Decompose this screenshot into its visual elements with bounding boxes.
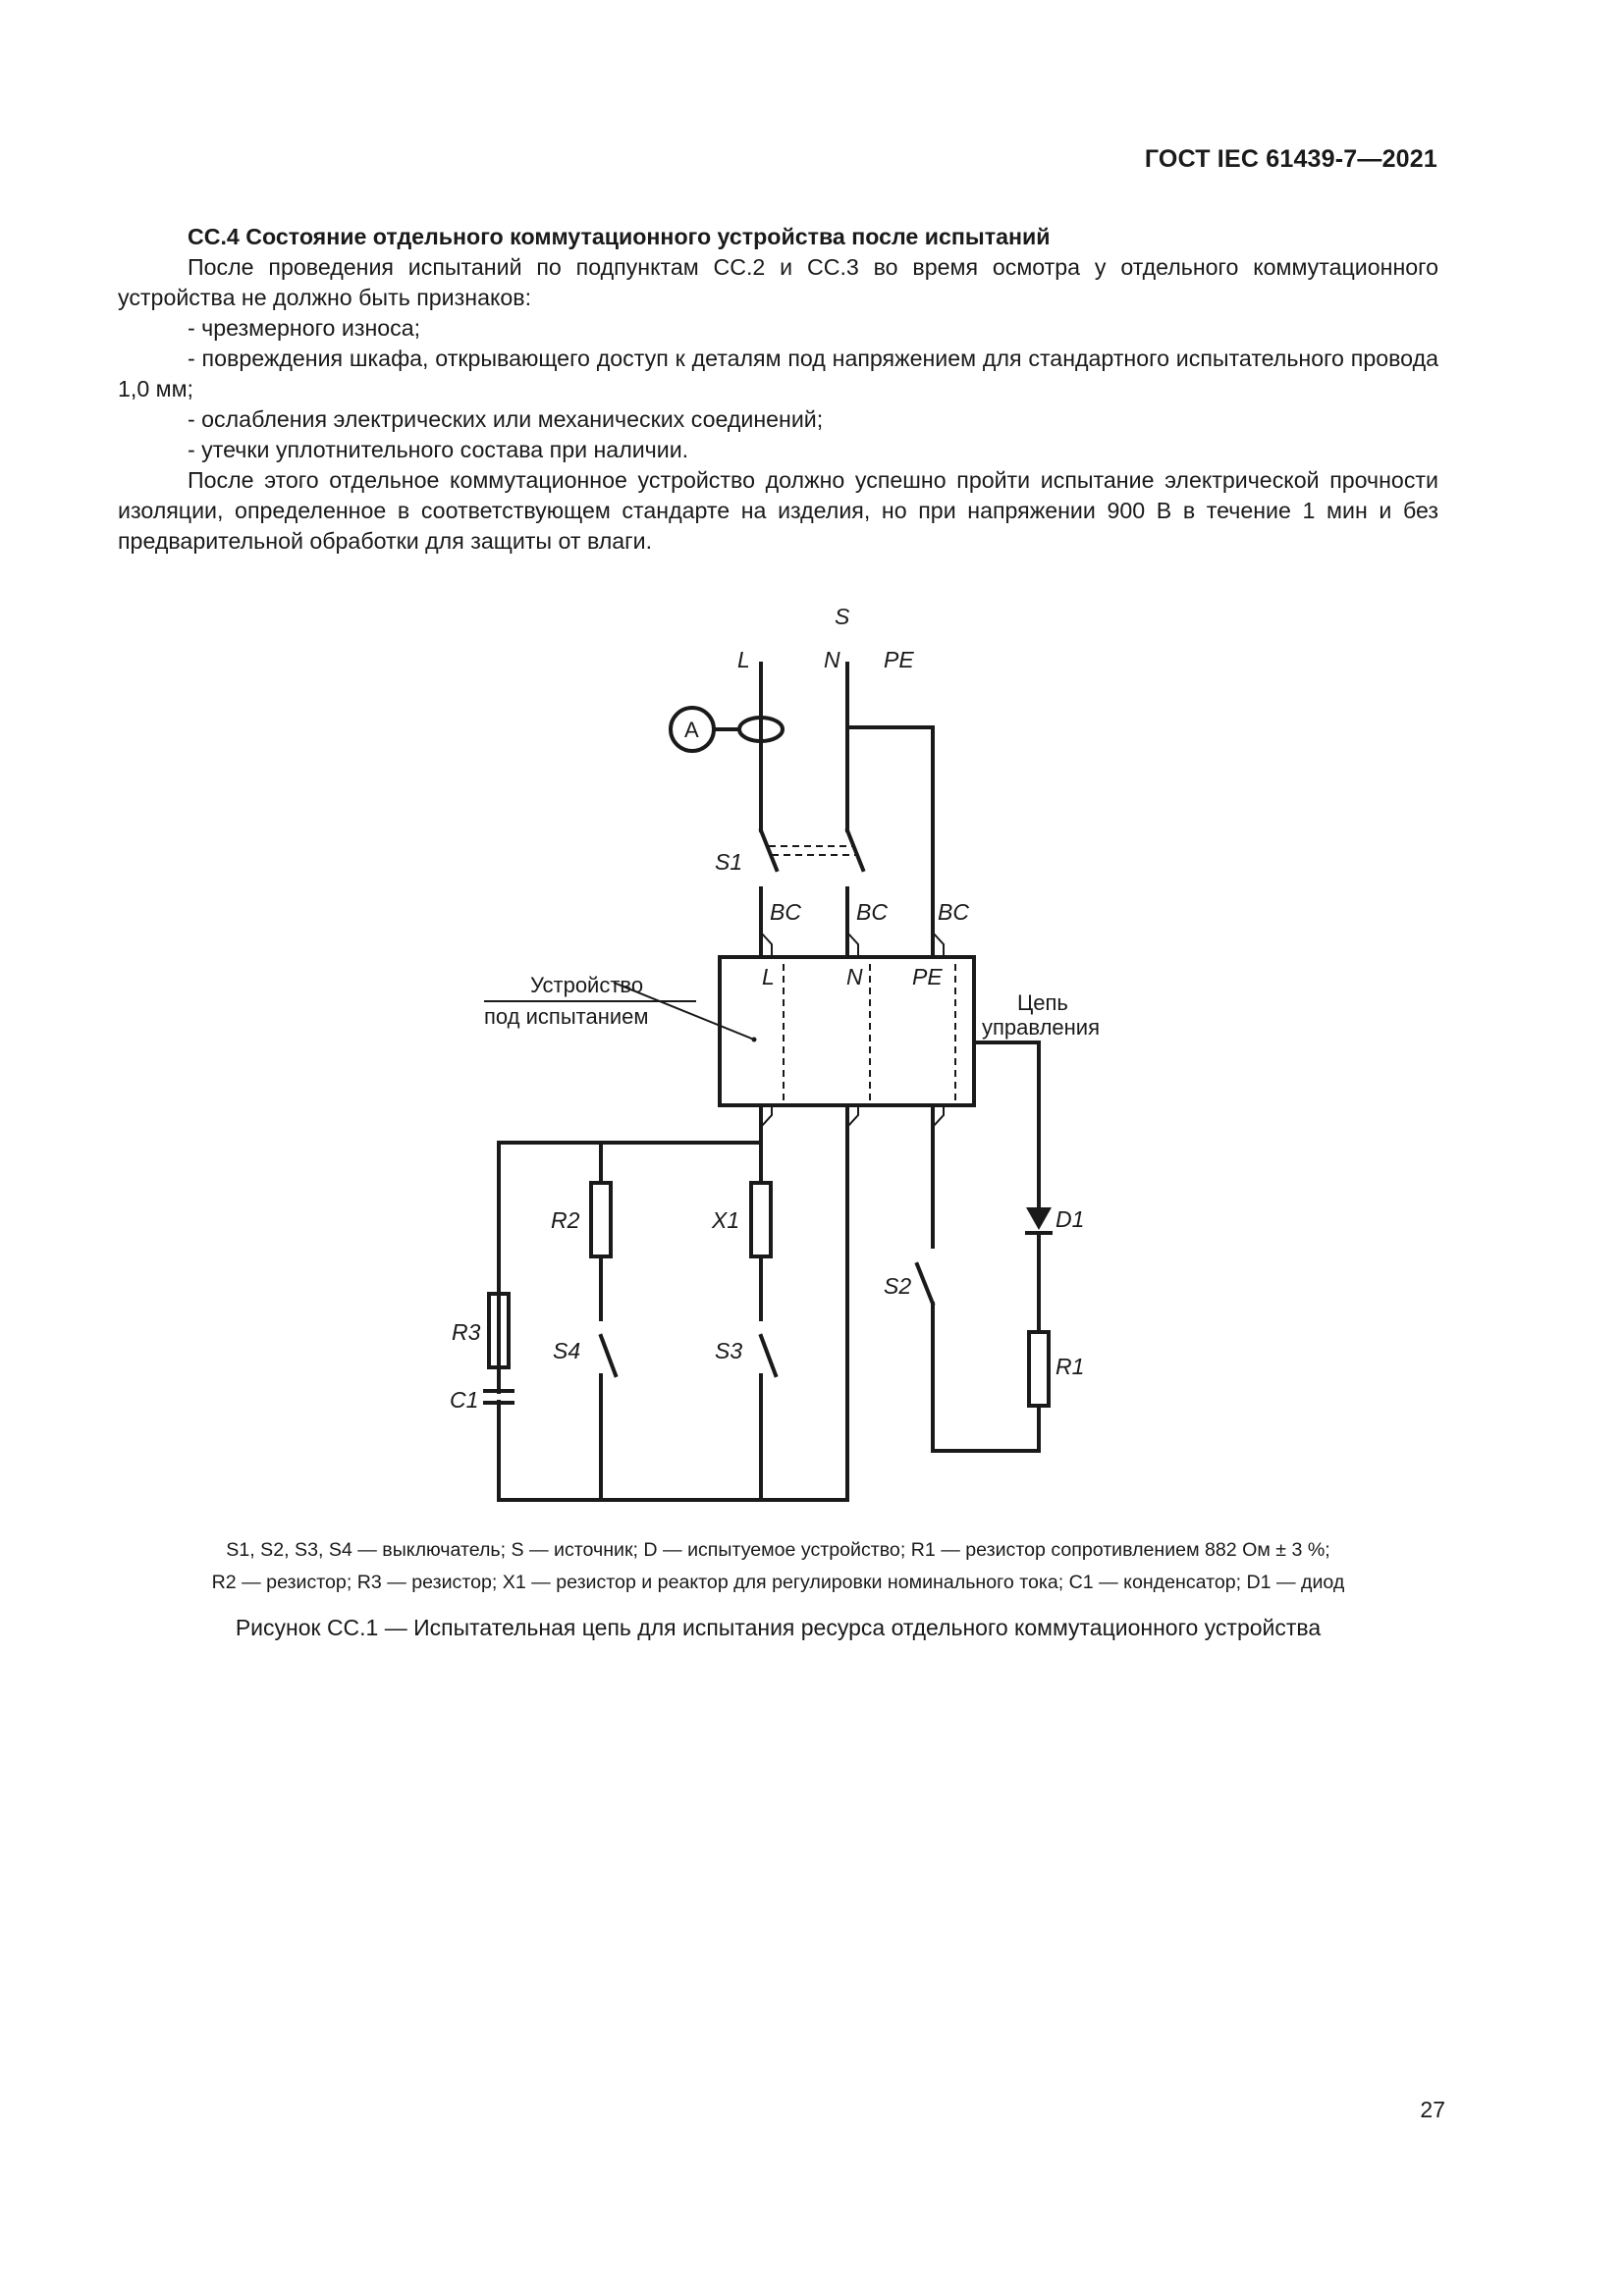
paragraph: После этого отдельное коммутационное устройство должно успешно пройти испытание электрической прочности изоляции, определенное в соответствующем стандарте на изделия, но при напряжении 900 В в течение 1 мин и без предварительной обработки для защиты от влаги.	[118, 467, 1438, 554]
label-r1: R1	[1056, 1354, 1085, 1379]
label-r2: R2	[551, 1207, 580, 1233]
list-item: - ослабления электрических или механических соединений;	[188, 406, 824, 432]
label-s1: S1	[715, 849, 743, 875]
legend-line-2: R2 — резистор; R3 — резистор; X1 — резистор и реактор для регулировки номинального тока; C1 — конденсатор; D1 — диод	[211, 1572, 1345, 1593]
test-circuit-schematic	[0, 589, 1624, 1522]
label-device-pe: PE	[912, 964, 943, 989]
wire-top-bus	[499, 1143, 761, 1500]
label-bc-n: BC	[856, 899, 888, 925]
label-x1: X1	[712, 1207, 740, 1233]
reactor-x1	[751, 1183, 771, 1256]
switch-s1-blade-n	[847, 830, 863, 870]
label-s2: S2	[884, 1273, 912, 1299]
label-source: S	[835, 604, 850, 629]
label-n: N	[824, 647, 840, 672]
switch-s1-blade-l	[761, 830, 777, 870]
section-heading: CC.4 Состояние отдельного коммутационного устройства после испытаний	[188, 224, 1051, 249]
paragraph: После проведения испытаний по подпунктам CC.2 и CC.3 во время осмотра у отдельного коммутационного устройства не должно быть признаков:	[118, 254, 1438, 310]
label-c1: C1	[450, 1387, 479, 1413]
label-s3: S3	[715, 1338, 743, 1363]
switch-s4-blade	[601, 1336, 616, 1375]
switch-s3-blade	[761, 1336, 776, 1375]
diode-d1	[1026, 1207, 1052, 1230]
label-pe: PE	[884, 647, 914, 672]
wire-control	[974, 1042, 1039, 1207]
list-item: - повреждения шкафа, открывающего доступ к деталям под напряжением для стандартного испытательного провода 1,0 мм;	[118, 346, 1438, 401]
label-l: L	[737, 647, 750, 672]
legend-line-1: S1, S2, S3, S4 — выключатель; S — источник; D — испытуемое устройство; R1 — резистор сопротивлением 882 Ом ± 3 %;	[226, 1539, 1330, 1561]
label-control-2: управления	[982, 1015, 1100, 1040]
list-item: - чрезмерного износа;	[188, 315, 421, 341]
list-item: - утечки уплотнительного состава при наличии.	[188, 437, 689, 462]
label-device-2: под испытанием	[484, 1004, 649, 1029]
label-device-1: Устройство	[530, 973, 644, 997]
switch-s2-blade	[917, 1264, 933, 1304]
wire-r1-s2	[933, 1304, 1039, 1451]
label-device-n: N	[846, 964, 863, 989]
page-number: 27	[1420, 2097, 1445, 2122]
label-d1: D1	[1056, 1206, 1085, 1232]
label-bc-pe: BC	[938, 899, 969, 925]
label-ammeter: A	[684, 718, 699, 742]
section-text	[118, 222, 1438, 557]
label-s4: S4	[553, 1338, 581, 1363]
label-control-1: Цепь	[1017, 990, 1068, 1015]
resistor-r2	[591, 1183, 611, 1256]
figure-caption: Рисунок CC.1 — Испытательная цепь для испытания ресурса отдельного коммутационного устройства	[235, 1615, 1322, 1640]
label-device-l: L	[762, 964, 775, 989]
figure-legend	[118, 1534, 1438, 1599]
standard-code: ГОСТ IEC 61439-7—2021	[1144, 145, 1437, 173]
label-bc-l: BC	[770, 899, 801, 925]
resistor-r1	[1029, 1332, 1049, 1406]
label-r3: R3	[452, 1319, 481, 1345]
